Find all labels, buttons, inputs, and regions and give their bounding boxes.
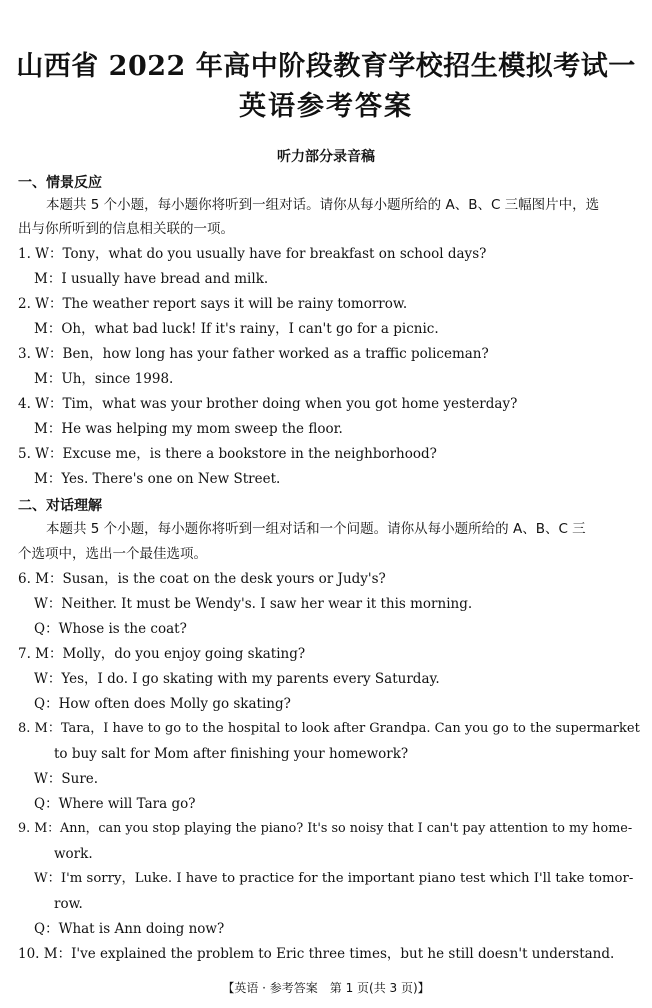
section1-instruction-line1: 本题共 5 个小题，每小题你将听到一组对话。请你从每小题所给的 A、B、C 三幅图片中，选 — [46, 197, 600, 213]
dialogue-line: M：Oh，what bad luck! If it's rainy，I can't go for a picnic. — [34, 321, 439, 337]
section2-instruction-line1: 本题共 5 个小题，每小题你将听到一组对话和一个问题。请你从每小题所给的 A、B、C 三 — [46, 521, 586, 537]
question-line: Q：What is Ann doing now? — [34, 921, 225, 937]
dialogue-line: W：Yes，I do. I go skating with my parents every Saturday. — [34, 671, 440, 687]
dialogue-line: 7. M：Molly，do you enjoy going skating? — [18, 646, 306, 662]
section-subtitle: 听力部分录音稿 — [277, 149, 375, 165]
dialogue-line: 2. W：The weather report says it will be rainy tomorrow. — [18, 296, 408, 312]
dialogue-line: M：He was helping my mom sweep the floor. — [34, 421, 343, 437]
dialogue-line: 1. W：Tony，what do you usually have for breakfast on school days? — [18, 246, 487, 262]
dialogue-line: 8. M：Tara，I have to go to the hospital to look after Grandpa. Can you go to the supermarket — [18, 721, 640, 736]
question-line: Q：How often does Molly go skating? — [34, 696, 291, 712]
question-line: Q：Whose is the coat? — [34, 621, 187, 637]
dialogue-line: M：Uh，since 1998. — [34, 371, 174, 387]
dialogue-line-continued: row. — [54, 896, 83, 912]
dialogue-line: 6. M：Susan，is the coat on the desk yours or Judy's? — [18, 571, 386, 587]
page-footer: 【英语 · 参考答案 第 1 页(共 3 页)】 — [222, 981, 430, 995]
exam-title: 山西省 2022 年高中阶段教育学校招生模拟考试一 — [16, 51, 636, 82]
exam-subtitle: 英语参考答案 — [239, 91, 413, 122]
dialogue-line: M：Yes. There's one on New Street. — [34, 471, 281, 487]
section2-heading: 二、对话理解 — [18, 498, 102, 514]
dialogue-line: 4. W：Tim，what was your brother doing when you got home yesterday? — [18, 396, 518, 412]
dialogue-line-continued: to buy salt for Mom after finishing your homework? — [54, 746, 409, 762]
dialogue-line: 5. W：Excuse me，is there a bookstore in the neighborhood? — [18, 446, 437, 462]
dialogue-line: M：I usually have bread and milk. — [34, 271, 269, 287]
section1-heading: 一、情景反应 — [18, 175, 102, 191]
dialogue-line: W：Sure. — [34, 771, 99, 787]
dialogue-line: 3. W：Ben，how long has your father worked as a traffic policeman? — [18, 346, 489, 362]
question-line: Q：Where will Tara go? — [34, 796, 196, 812]
dialogue-line: W：I'm sorry，Luke. I have to practice for the important piano test which I'll take tomor- — [34, 871, 634, 886]
section1-instruction-line2: 出与你所听到的信息相关联的一项。 — [18, 221, 234, 237]
dialogue-line-continued: work. — [54, 846, 93, 862]
dialogue-line: 9. M：Ann，can you stop playing the piano? It's so noisy that I can't pay attention to my home- — [18, 821, 633, 836]
dialogue-line: 10. M：I've explained the problem to Eric three times，but he still doesn't understand. — [18, 946, 615, 962]
section2-instruction-line2: 个选项中，选出一个最佳选项。 — [18, 546, 207, 562]
dialogue-line: W：Neither. It must be Wendy's. I saw her wear it this morning. — [34, 596, 473, 612]
